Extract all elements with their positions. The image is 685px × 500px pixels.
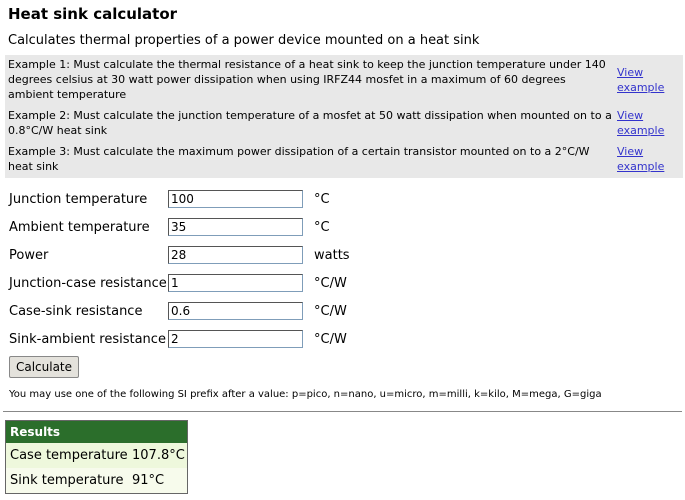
ambient-temperature-label: Ambient temperature xyxy=(9,220,150,235)
case-sink-resistance-label: Case-sink resistance xyxy=(9,304,143,319)
power-label: Power xyxy=(9,248,49,263)
junction-temperature-unit: °C xyxy=(314,192,330,207)
junction-case-resistance-unit: °C/W xyxy=(314,276,347,291)
sink-ambient-resistance-label: Sink-ambient resistance xyxy=(9,332,166,347)
case-sink-resistance-input[interactable] xyxy=(168,302,303,320)
results-header: Results xyxy=(6,421,187,443)
junction-case-resistance-input[interactable] xyxy=(168,274,303,292)
examples-panel xyxy=(5,55,683,178)
divider xyxy=(3,411,682,412)
calculate-button[interactable]: Calculate xyxy=(9,356,79,378)
case-sink-resistance-unit: °C/W xyxy=(314,304,347,319)
sink-temperature-value: 91°C xyxy=(132,473,165,488)
example-1-text: Example 1: Must calculate the thermal resistance of a heat sink to keep the junction temperature under 140 degrees celsius at 30 watt power dissipation when using IRFZ44 mosfet in a maximum of 60 degrees ambient temperature xyxy=(8,58,606,101)
power-input[interactable] xyxy=(168,246,303,264)
junction-case-resistance-label: Junction-case resistance xyxy=(9,276,167,291)
si-prefix-note: You may use one of the following SI prefix after a value: p=pico, n=nano, u=micro, m=milli, k=kilo, M=mega, G=giga xyxy=(9,389,602,400)
example-3-view-link[interactable]: View example xyxy=(617,145,665,173)
junction-temperature-label: Junction temperature xyxy=(9,192,148,207)
example-3-text: Example 3: Must calculate the maximum power dissipation of a certain transistor mounted on to a 2°C/W heat sink xyxy=(8,145,590,173)
ambient-temperature-input[interactable] xyxy=(168,218,303,236)
example-2-view-link[interactable]: View example xyxy=(617,109,665,137)
sink-ambient-resistance-input[interactable] xyxy=(168,330,303,348)
sink-ambient-resistance-unit: °C/W xyxy=(314,332,347,347)
case-temperature-value: 107.8°C xyxy=(132,448,185,463)
page-subtitle: Calculates thermal properties of a power device mounted on a heat sink xyxy=(8,33,480,48)
results-table xyxy=(5,420,188,494)
ambient-temperature-unit: °C xyxy=(314,220,330,235)
sink-temperature-label: Sink temperature xyxy=(10,473,124,488)
example-2-text: Example 2: Must calculate the junction temperature of a mosfet at 50 watt dissipation when mounted on to a 0.8°C/W heat sink xyxy=(8,109,612,137)
example-1-view-link[interactable]: View example xyxy=(617,66,665,94)
power-unit: watts xyxy=(314,248,350,263)
page-title: Heat sink calculator xyxy=(8,5,178,23)
result-row-case-temperature xyxy=(6,443,187,468)
result-row-sink-temperature xyxy=(6,468,187,493)
junction-temperature-input[interactable] xyxy=(168,190,303,208)
case-temperature-label: Case temperature xyxy=(10,448,128,463)
